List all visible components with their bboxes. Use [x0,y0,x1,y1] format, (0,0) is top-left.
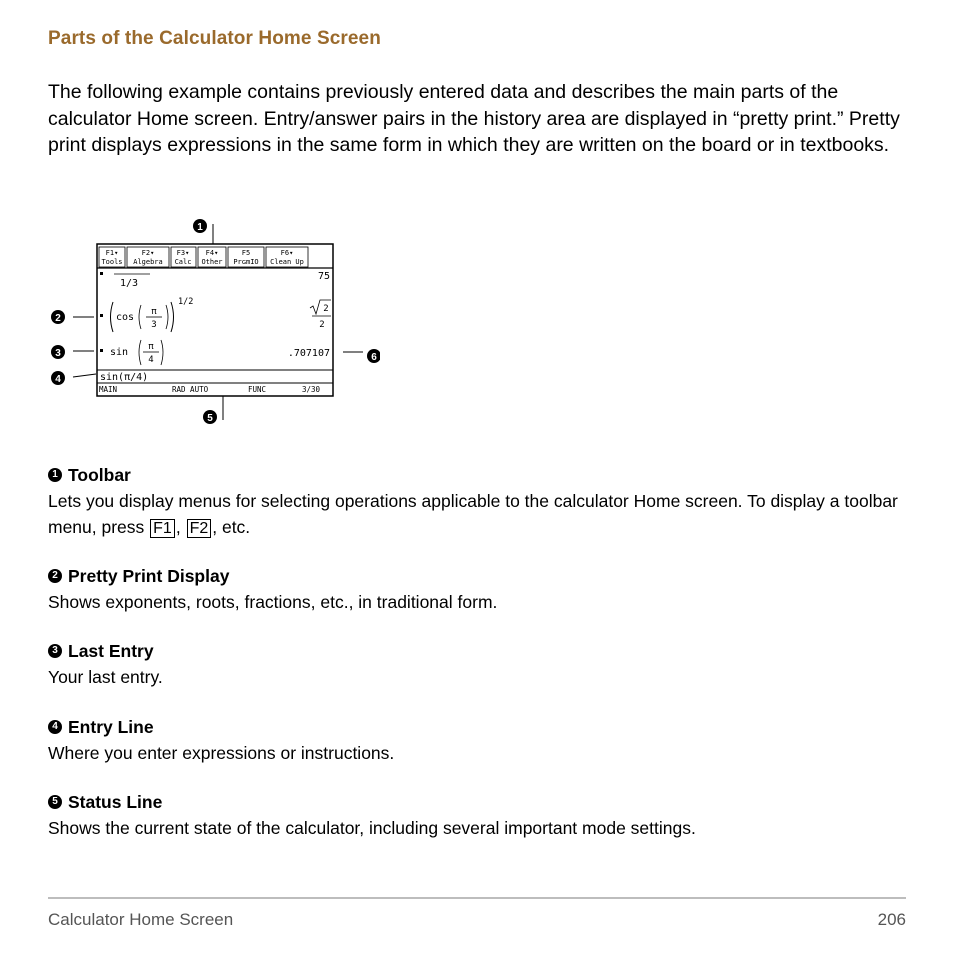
section-pretty-print [48,563,908,615]
svg-text:5: 5 [207,413,213,424]
section-body: Your last entry. [48,667,163,687]
svg-text:Tools: Tools [101,258,123,266]
section-body: Lets you display menus for selecting operations applicable to the calculator Home screen. To display a toolbar menu, press F1 , F2 , etc. [48,491,898,537]
section-toolbar [48,462,908,540]
bullet-number: 4 [48,720,62,734]
section-status-line [48,789,908,841]
svg-text:F5: F5 [241,249,251,257]
svg-text:Clean Up: Clean Up [270,258,304,266]
svg-text:2: 2 [55,313,61,324]
section-last-entry [48,638,908,690]
callout-1 [193,219,213,246]
page-heading: Parts of the Calculator Home Screen [48,28,381,49]
svg-text:3/30: 3/30 [302,385,321,394]
svg-text:F6▾: F6▾ [280,249,294,257]
calculator-screen-figure [40,210,380,430]
svg-text:F3▾: F3▾ [176,249,190,257]
svg-text:75: 75 [317,271,330,282]
section-body: Shows the current state of the calculator, including several important mode settings. [48,818,696,838]
svg-text:Algebra: Algebra [133,258,163,266]
svg-text:1: 1 [197,222,203,233]
svg-text:2: 2 [323,304,329,314]
section-body: Shows exponents, roots, fractions, etc., in traditional form. [48,592,498,612]
svg-text:PrɢmIO: PrɢmIO [233,258,259,266]
svg-text:Calc: Calc [174,258,192,266]
callout-4 [51,371,96,385]
section-title: Last Entry [68,641,154,661]
callout-2 [51,310,94,324]
section-title: Toolbar [68,465,131,485]
intro-paragraph [48,79,908,159]
svg-text:4: 4 [148,355,154,365]
svg-text:.707107: .707107 [287,348,330,359]
entry-line[interactable]: sin(π/4) [100,372,149,383]
svg-text:3: 3 [151,320,157,330]
section-entry-line [48,714,908,766]
svg-text:FUNC: FUNC [248,385,267,394]
f2-key-icon: F2 [187,519,212,538]
bullet-number: 2 [48,569,62,583]
bullet-number: 3 [48,644,62,658]
f1-key-icon: F1 [150,519,175,538]
svg-text:π: π [148,342,154,352]
svg-text:MAIN: MAIN [99,385,118,394]
svg-text:Other: Other [201,258,223,266]
section-title: Status Line [68,792,163,812]
footer-divider [48,897,906,899]
svg-text:F4▾: F4▾ [205,249,219,257]
svg-text:6: 6 [371,352,377,363]
section-body: Where you enter expressions or instructions. [48,743,395,763]
svg-text:3: 3 [55,348,61,359]
page-number: 206 [877,910,906,929]
section-title: Pretty Print Display [68,566,230,586]
svg-text:F2▾: F2▾ [141,249,155,257]
svg-text:2: 2 [319,320,325,330]
callout-3 [51,345,94,359]
bullet-number: 5 [48,795,62,809]
footer-section-title: Calculator Home Screen [48,910,234,929]
svg-text:F1▾: F1▾ [105,249,119,257]
bullet-number: 1 [48,468,62,482]
svg-text:sin: sin [110,347,129,358]
callout-6 [343,349,380,363]
svg-text:cos: cos [116,312,135,323]
intro-text: The following example contains previously entered data and describes the main parts of the calculator Home screen. Entry/answer pairs in the history area are displayed in “pretty print.” Pretty print displays expressions in the same form in which they are written on the board or in textbooks. [48,81,900,156]
svg-text:π: π [151,307,157,317]
svg-text:4: 4 [55,374,61,385]
svg-text:1/3: 1/3 [120,278,139,289]
callout-5 [203,396,223,424]
section-title: Entry Line [68,717,154,737]
svg-text:1/2: 1/2 [178,297,194,307]
svg-text:RAD AUTO: RAD AUTO [172,385,209,394]
